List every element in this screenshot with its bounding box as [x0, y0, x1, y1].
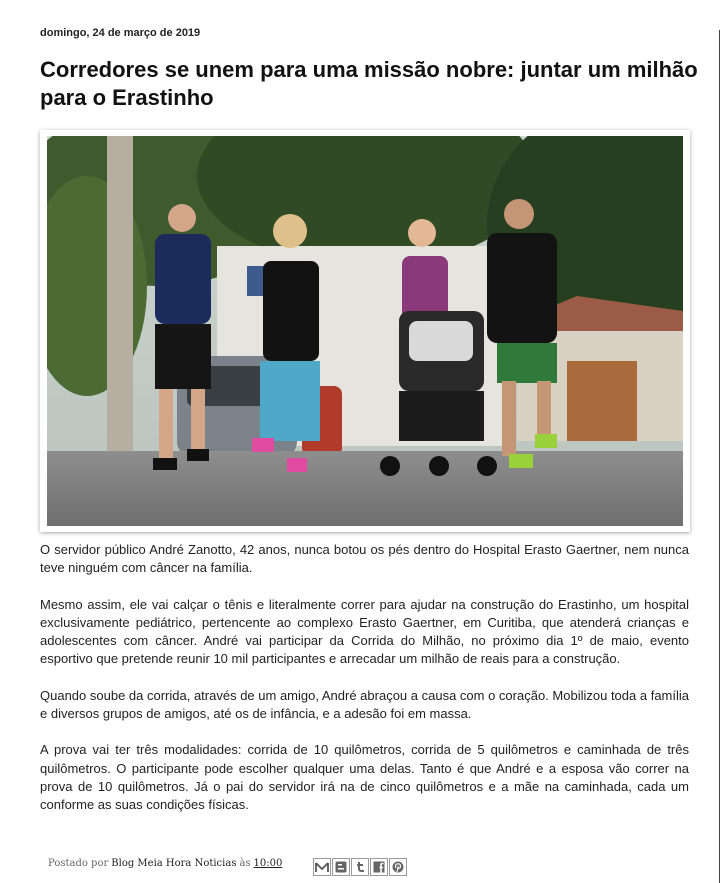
runners-photo: [47, 136, 683, 526]
twitter-icon: [354, 861, 366, 873]
facebook-icon: [373, 861, 385, 873]
blogger-icon: [335, 861, 347, 873]
share-facebook-button[interactable]: [370, 858, 388, 876]
pinterest-icon: [392, 861, 404, 873]
post-photo-frame: [40, 130, 690, 532]
share-twitter-button[interactable]: [351, 858, 369, 876]
posted-by-label: Postado por: [48, 858, 109, 869]
share-email-button[interactable]: [313, 858, 331, 876]
page-border: [719, 30, 720, 883]
paragraph: A prova vai ter três modalidades: corrida de 10 quilômetros, corrida de 5 quilômetros e caminhada de três quilômetros. O participante pode escolher qualquer uma delas. Tanto é que André e a esposa vão correr na prova de 10 quilômetros. Já o pai do servidor irá na de cinco quilômetros e a mãe na caminhada, cada um conforme as suas condições físicas.: [40, 742, 689, 813]
email-icon: [315, 861, 329, 873]
post-time-link[interactable]: 10:00: [253, 858, 283, 869]
post-body: [40, 541, 689, 833]
share-buttons: [313, 858, 407, 876]
paragraph: Quando soube da corrida, através de um amigo, André abraçou a causa com o coração. Mobilizou toda a família e diversos grupos de amigos, até os de infância, e a adesão foi em massa.: [40, 687, 689, 722]
paragraph: O servidor público André Zanotto, 42 anos, nunca botou os pés dentro do Hospital Erasto Gaertner, nem nunca teve ninguém com câncer na família.: [40, 542, 689, 576]
share-pinterest-button[interactable]: [389, 858, 407, 876]
paragraph: Mesmo assim, ele vai calçar o tênis e literalmente correr para ajudar na construção do Erastinho, um hospital exclusivamente pediátrico, pertencente ao complexo Erasto Gaertner, em Curitiba, que atenderá crianças e adolescentes com câncer. André vai participar da Corrida do Milhão, no próximo dia 1º de maio, evento esportivo que pretende reunir 10 mil participantes e arrecadar um milhão de reais para a construção.: [40, 596, 689, 667]
post-photo[interactable]: [47, 136, 683, 526]
share-blogger-button[interactable]: [332, 858, 350, 876]
post-title[interactable]: Corredores se unem para uma missão nobre: juntar um milhão para o Erastinho: [40, 57, 698, 110]
post-date: domingo, 24 de março de 2019: [40, 27, 201, 39]
author-link[interactable]: Blog Meia Hora Noticias: [111, 858, 237, 869]
at-label: às: [239, 858, 251, 869]
post-footer: [48, 858, 282, 869]
